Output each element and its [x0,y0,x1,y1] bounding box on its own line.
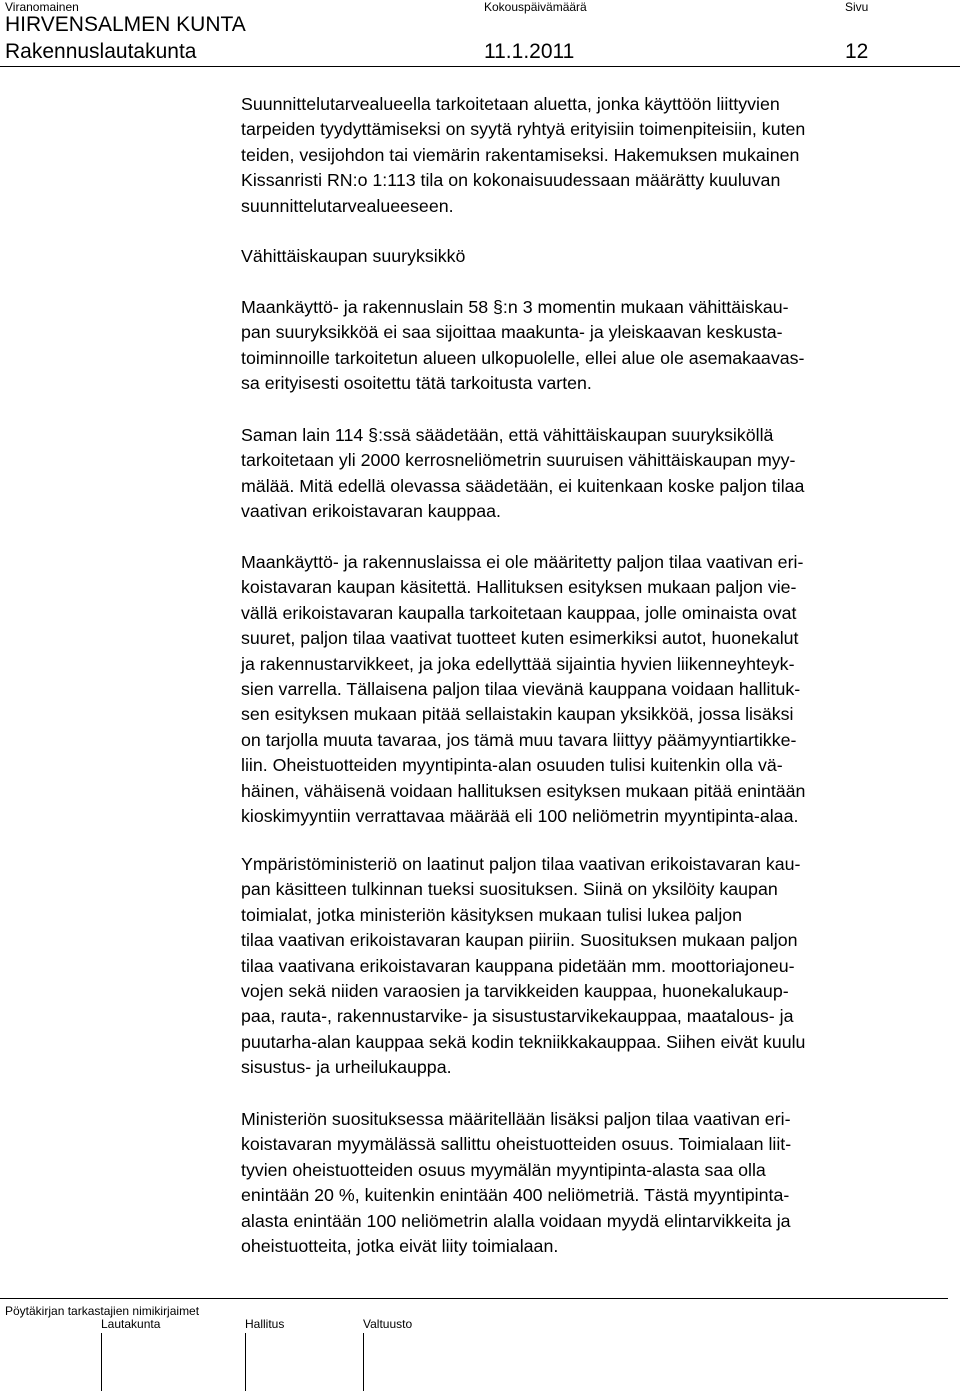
initials-box-valtuusto [363,1333,364,1391]
paragraph-ministry-recommendation [241,852,941,1081]
text-line: häinen, vähäisenä voidaan hallituksen esityksen mukaan pitää enintään [241,780,806,801]
text-line: paa, rauta-, rakennustarvike- ja sisustustarvikekauppaa, maatalous- ja [241,1006,794,1027]
text-line: mälää. Mitä edellä olevassa säädetään, ei kuitenkaan koske paljon tilaa [241,475,805,496]
text-line: tarkoitetaan yli 2000 kerrosneliömetrin suuruisen vähittäiskaupan myy- [241,450,796,471]
header-divider [0,66,960,67]
text-line: Maankäyttö- ja rakennuslain 58 §:n 3 momentin mukaan vähittäiskau- [241,297,789,317]
text-line: toimialat, jotka ministeriön käsityksen mukaan tulisi lukea paljon [241,904,743,925]
text-line: vaativan erikoistavaran kauppaa. [241,501,501,522]
header-label-date: Kokouspäivämäärä [484,0,587,14]
text-line: toiminnoille tarkoitetun alueen ulkopuolelle, ellei alue ole asemakaavas- [241,347,805,368]
text-line: koistavaran myymälässä sallittu oheistuotteiden osuus. Toimialaan liit- [241,1134,792,1155]
text-line: sien varrella. Tällaisena paljon tilaa vievänä kauppana voidaan hallituk- [241,679,801,700]
footer-column-hallitus: Hallitus [245,1317,285,1331]
text-line: puutarha-alan kauppaa sekä kodin tekniikkakauppaa. Siihen eivät kuulu [241,1031,806,1052]
text-line: tilaa vaativana erikoistavaran kauppana pidetään mm. moottoriajoneu- [241,955,795,976]
footer-divider [0,1298,948,1299]
page-number: 12 [845,40,869,63]
text-line: Saman lain 114 §:ssä säädetään, että vähittäiskaupan suuryksiköllä [241,425,774,445]
text-line: koistavaran kaupan käsitettä. Hallituksen esityksen mukaan paljon vie- [241,577,797,598]
text-line: suunnittelutarvealueeseen. [241,195,454,216]
text-line: Ympäristöministeriö on laatinut paljon tilaa vaativan erikoistavaran kau- [241,854,801,874]
committee-name: Rakennuslautakunta [5,40,197,63]
text-line: kioskimyyntiin verrattavaa määrää eli 100 neliömetrin myyntipinta-alaa. [241,806,799,827]
paragraph-land-use-law [241,295,941,397]
text-line: suuret, paljon tilaa vaativat tuotteet kuten esimerkiksi autot, huonekalut [241,628,799,649]
text-line: on tarjolla muuta tavaraa, jos tämä muu tavara liittyy päämyyntiartikke- [241,729,797,750]
text-line: liin. Oheistuotteiden myyntipinta-alan osuuden tulisi kuitenkin olla vä- [241,755,783,776]
text-line: Ministeriön suosituksessa määritellään lisäksi paljon tilaa vaativan eri- [241,1109,791,1129]
text-line: alasta enintään 100 neliömetrin alalla voidaan myydä elintarvikkeita ja [241,1210,791,1231]
text-line: pan käsitteen tulkinnan tueksi suosituksen. Siinä on yksilöity kaupan [241,879,778,900]
header-label-organization: Viranomainen [5,0,79,14]
text-line: Vähittäiskaupan suuryksikkö [241,246,466,266]
section-heading [241,244,941,269]
initials-box-lautakunta [101,1333,102,1391]
paragraph-special-goods [241,550,941,829]
initials-box-hallitus [245,1333,246,1391]
text-line: sisustus- ja urheilukauppa. [241,1057,452,1078]
text-line: sen esityksen mukaan pitää sellaistakin kaupan yksikköä, jossa lisäksi [241,704,794,725]
text-line: sa erityisesti osoitettu tätä tarkoitusta varten. [241,373,592,394]
text-line: Kissanristi RN:o 1:113 tila on kokonaisuudessaan määrätty kuuluvan [241,170,781,191]
footer-column-valtuusto: Valtuusto [363,1317,413,1331]
footer-label: Pöytäkirjan tarkastajien nimikirjaimet [5,1304,200,1318]
text-line: vällä erikoistavaran kaupalla tarkoitetaan kauppaa, jolle ominaista ovat [241,602,797,623]
text-line: Maankäyttö- ja rakennuslaissa ei ole määritetty paljon tilaa vaativan eri- [241,552,804,572]
text-line: tarpeiden tyydyttämiseksi on syytä ryhtyä erityisiin toimenpiteisiin, kuten [241,119,806,140]
text-line: vojen sekä niiden varaosien ja tarvikkeiden kauppaa, huonekalukaup- [241,981,789,1002]
paragraph-side-products [241,1107,941,1259]
text-line: Suunnittelutarvealueella tarkoitetaan aluetta, jonka käyttöön liittyvien [241,94,780,114]
text-line: pan suuryksikköä ei saa sijoittaa maakunta- ja yleiskaavan keskusta- [241,322,783,343]
text-line: tilaa vaativan erikoistavaran kaupan piiriin. Suosituksen mukaan paljon [241,930,798,951]
text-line: oheistuotteita, jotka eivät liity toimialaan. [241,1236,559,1257]
footer-column-lautakunta: Lautakunta [101,1317,161,1331]
text-line: teiden, vesijohdon tai viemärin rakentamiseksi. Hakemuksen mukainen [241,144,800,165]
text-line: ja rakennustarvikkeet, ja joka edellyttää sijaintia hyvien liikenneyhteyk- [241,653,795,674]
header-label-page: Sivu [845,0,869,14]
text-line: enintään 20 %, kuitenkin enintään 400 neliömetriä. Tästä myyntipinta- [241,1185,790,1206]
paragraph-planning-area [241,92,941,219]
paragraph-section-114 [241,423,941,525]
text-line: tyvien oheistuotteiden osuus myymälän myyntipinta-alasta saa olla [241,1159,766,1180]
organization-name: HIRVENSALMEN KUNTA [5,13,246,36]
meeting-date: 11.1.2011 [484,40,575,63]
